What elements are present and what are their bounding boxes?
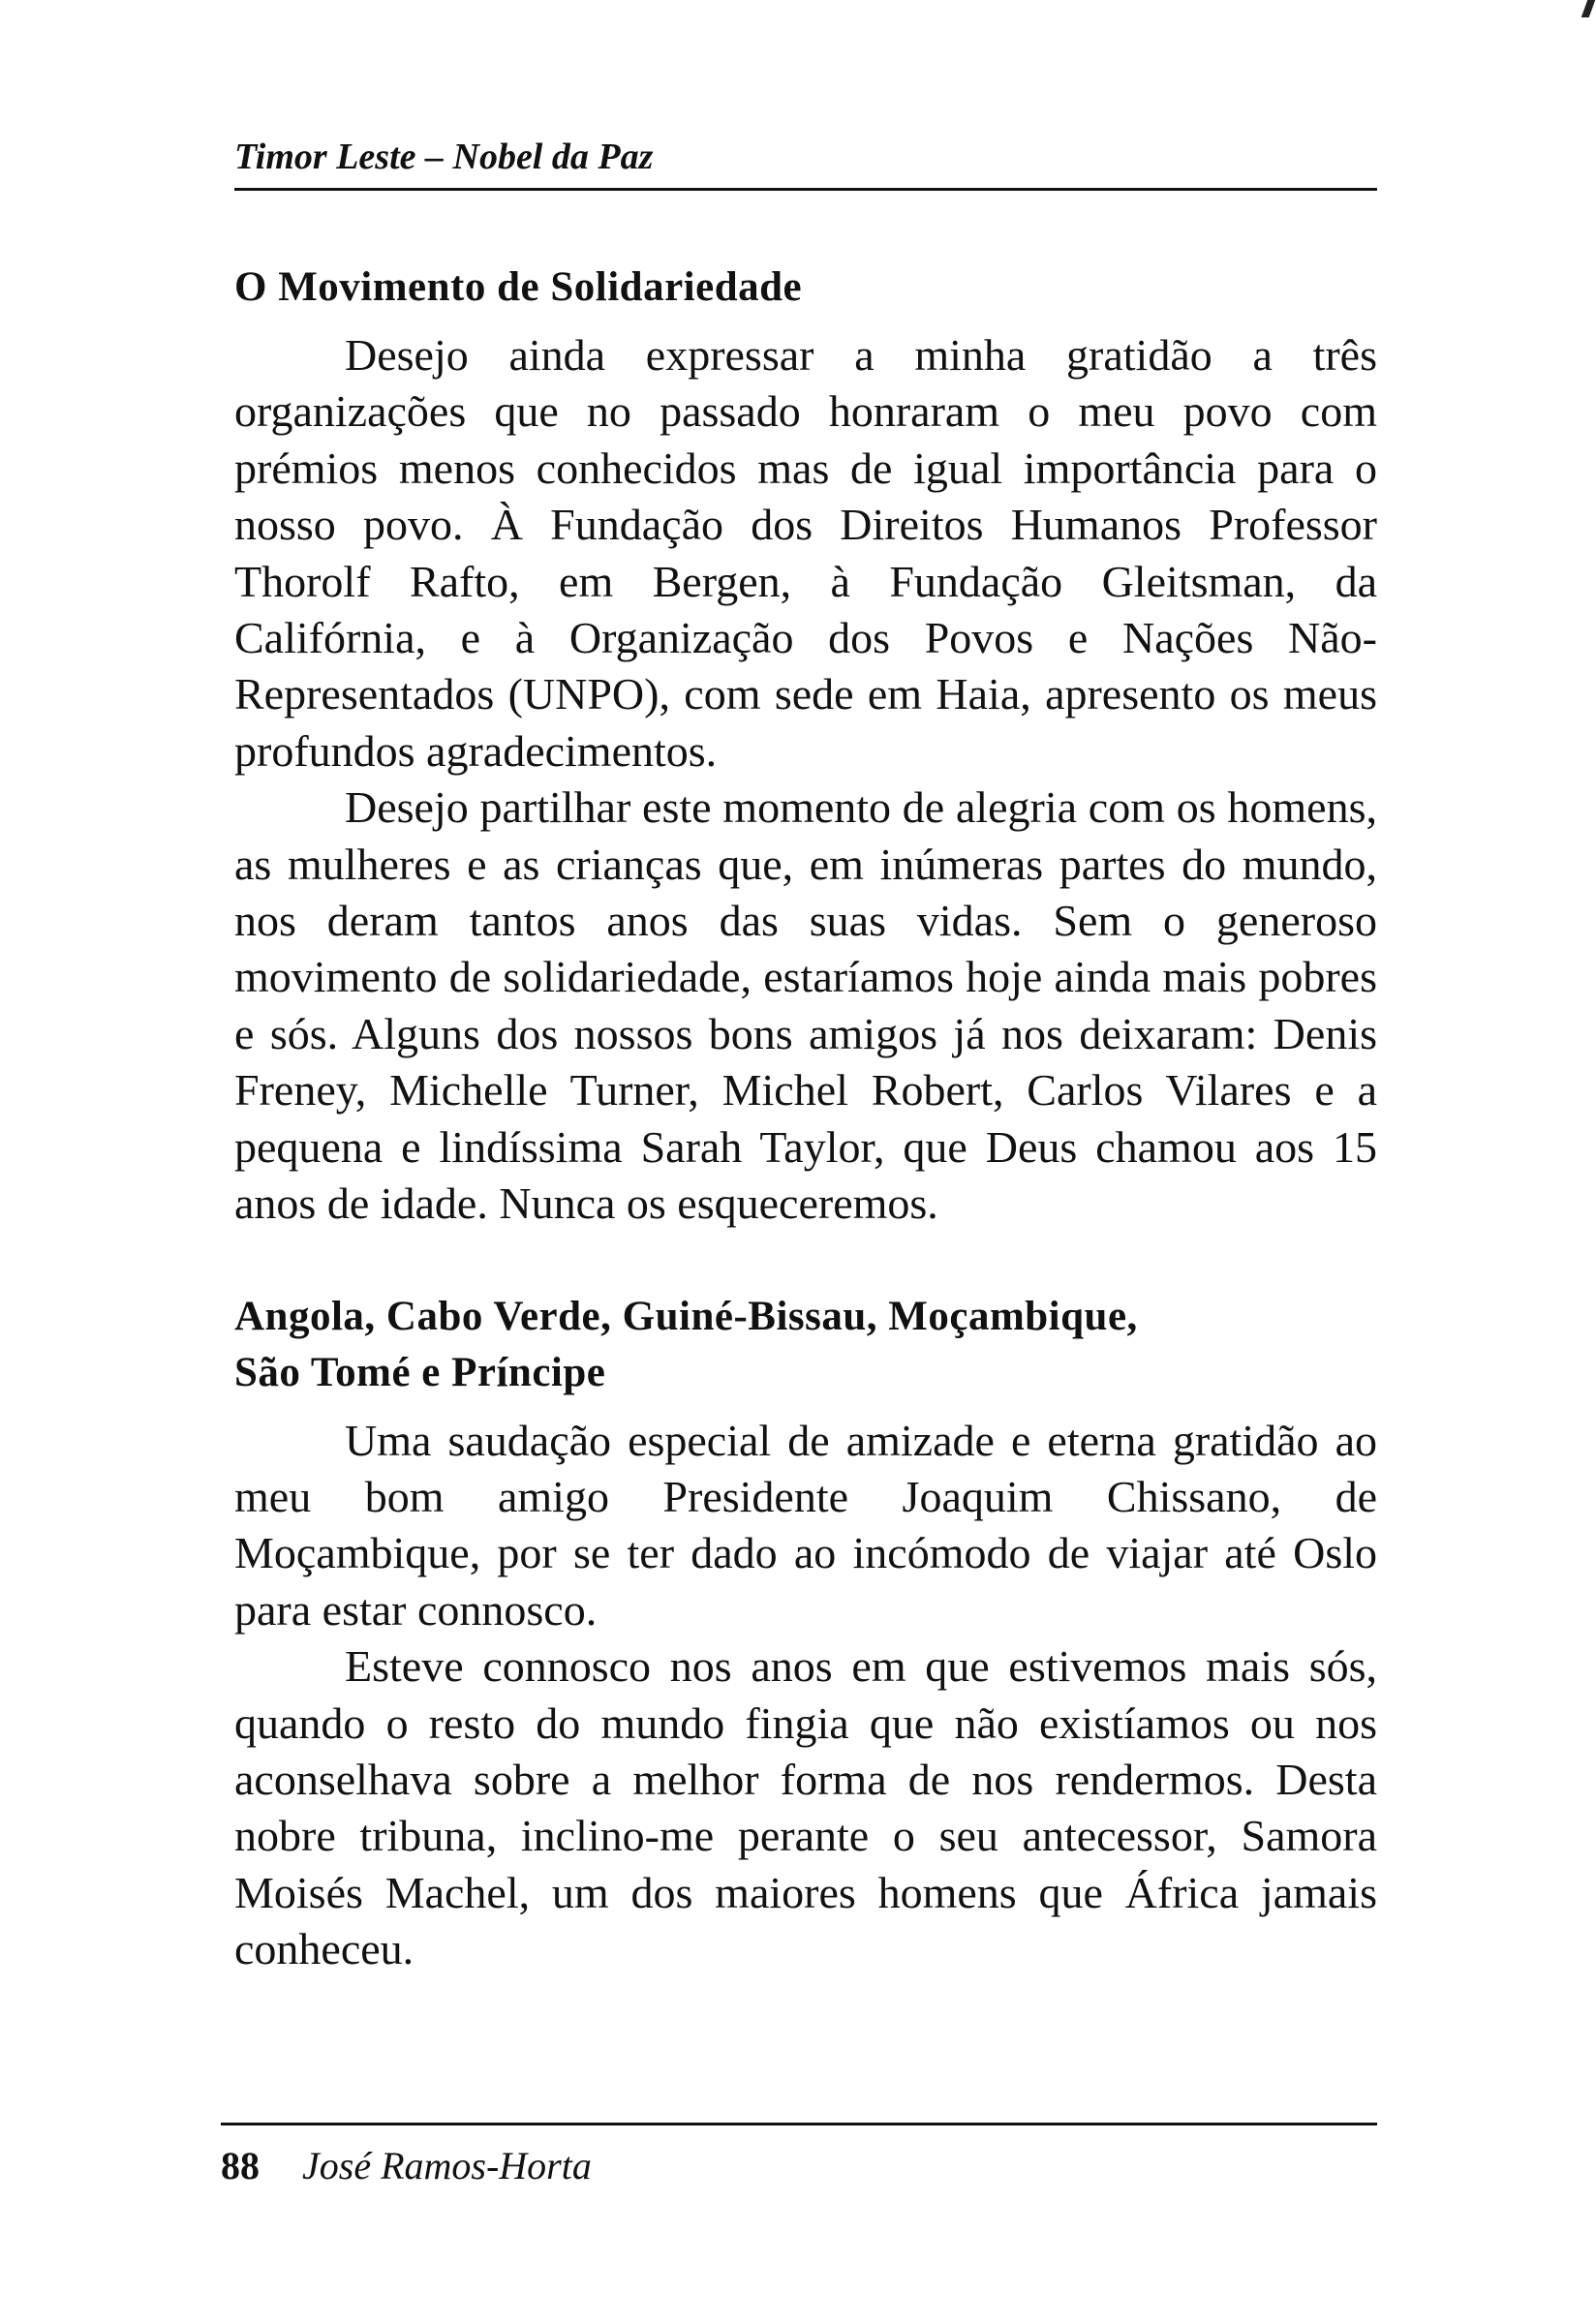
running-footer [221,2123,1377,2189]
section-heading-line-1: Angola, Cabo Verde, Guiné-Bissau, Moçambique, [234,1293,1138,1339]
page-content [234,260,1377,1978]
section-heading-lusophone-countries [234,1289,1377,1401]
page-number: 88 [221,2144,260,2187]
section-heading-solidarity: O Movimento de Solidariedade [234,264,803,310]
footer-line [221,2125,1377,2189]
running-header [234,134,1377,191]
section-heading-line-2: São Tomé e Príncipe [234,1349,606,1395]
paragraph-solidarity-movement: Desejo partilhar este momento de alegria com os homens, as mulheres e as crianças que, em inúmeras partes do mundo, nos deram tantos anos das suas vidas. Sem o generoso movimento de solidariedade, estaríamos hoje ainda mais pobres e sós. Alguns dos nossos bons amigos já nos deixaram: Denis Freney, Michelle Turner, Michel Robert, Carlos Vilares e a pequena e lindíssima Sarah Taylor, que Deus chamou aos 15 anos de idade. Nunca os esqueceremos. [234,782,1377,1229]
page-corner-mark [1581,0,1596,17]
paragraph-chissano-greeting: Uma saudação especial de amizade e eterna gratidão ao meu bom amigo Presidente Joaquim Chissano, de Moçambique, por se ter dado ao incómodo de viajar até Oslo para estar connosco. [234,1415,1377,1635]
footer-author: José Ramos-Horta [302,2144,592,2187]
paragraph-gratitude-organizations: Desejo ainda expressar a minha gratidão a três organizações que no passado honraram o meu povo com prémios menos conhecidos mas de igual importância para o nosso povo. À Fundação dos Direitos Humanos Professor Thorolf Rafto, em Bergen, à Fundação Gleitsman, da Califórnia, e à Organização dos Povos e Nações Não-Representados (UNPO), com sede em Haia, apresento os meus profundos agradecimentos. [234,330,1377,776]
header-rule [234,188,1377,191]
paragraph-samora-machel: Esteve connosco nos anos em que estivemos mais sós, quando o resto do mundo fingia que não existíamos ou nos aconselhava sobre a melhor forma de nos rendermos. Desta nobre tribuna, inclino-me perante o seu antecessor, Samora Moisés Machel, um dos maiores homens que África jamais conheceu. [234,1641,1377,1974]
running-header-title: Timor Leste – Nobel da Paz [234,137,654,177]
